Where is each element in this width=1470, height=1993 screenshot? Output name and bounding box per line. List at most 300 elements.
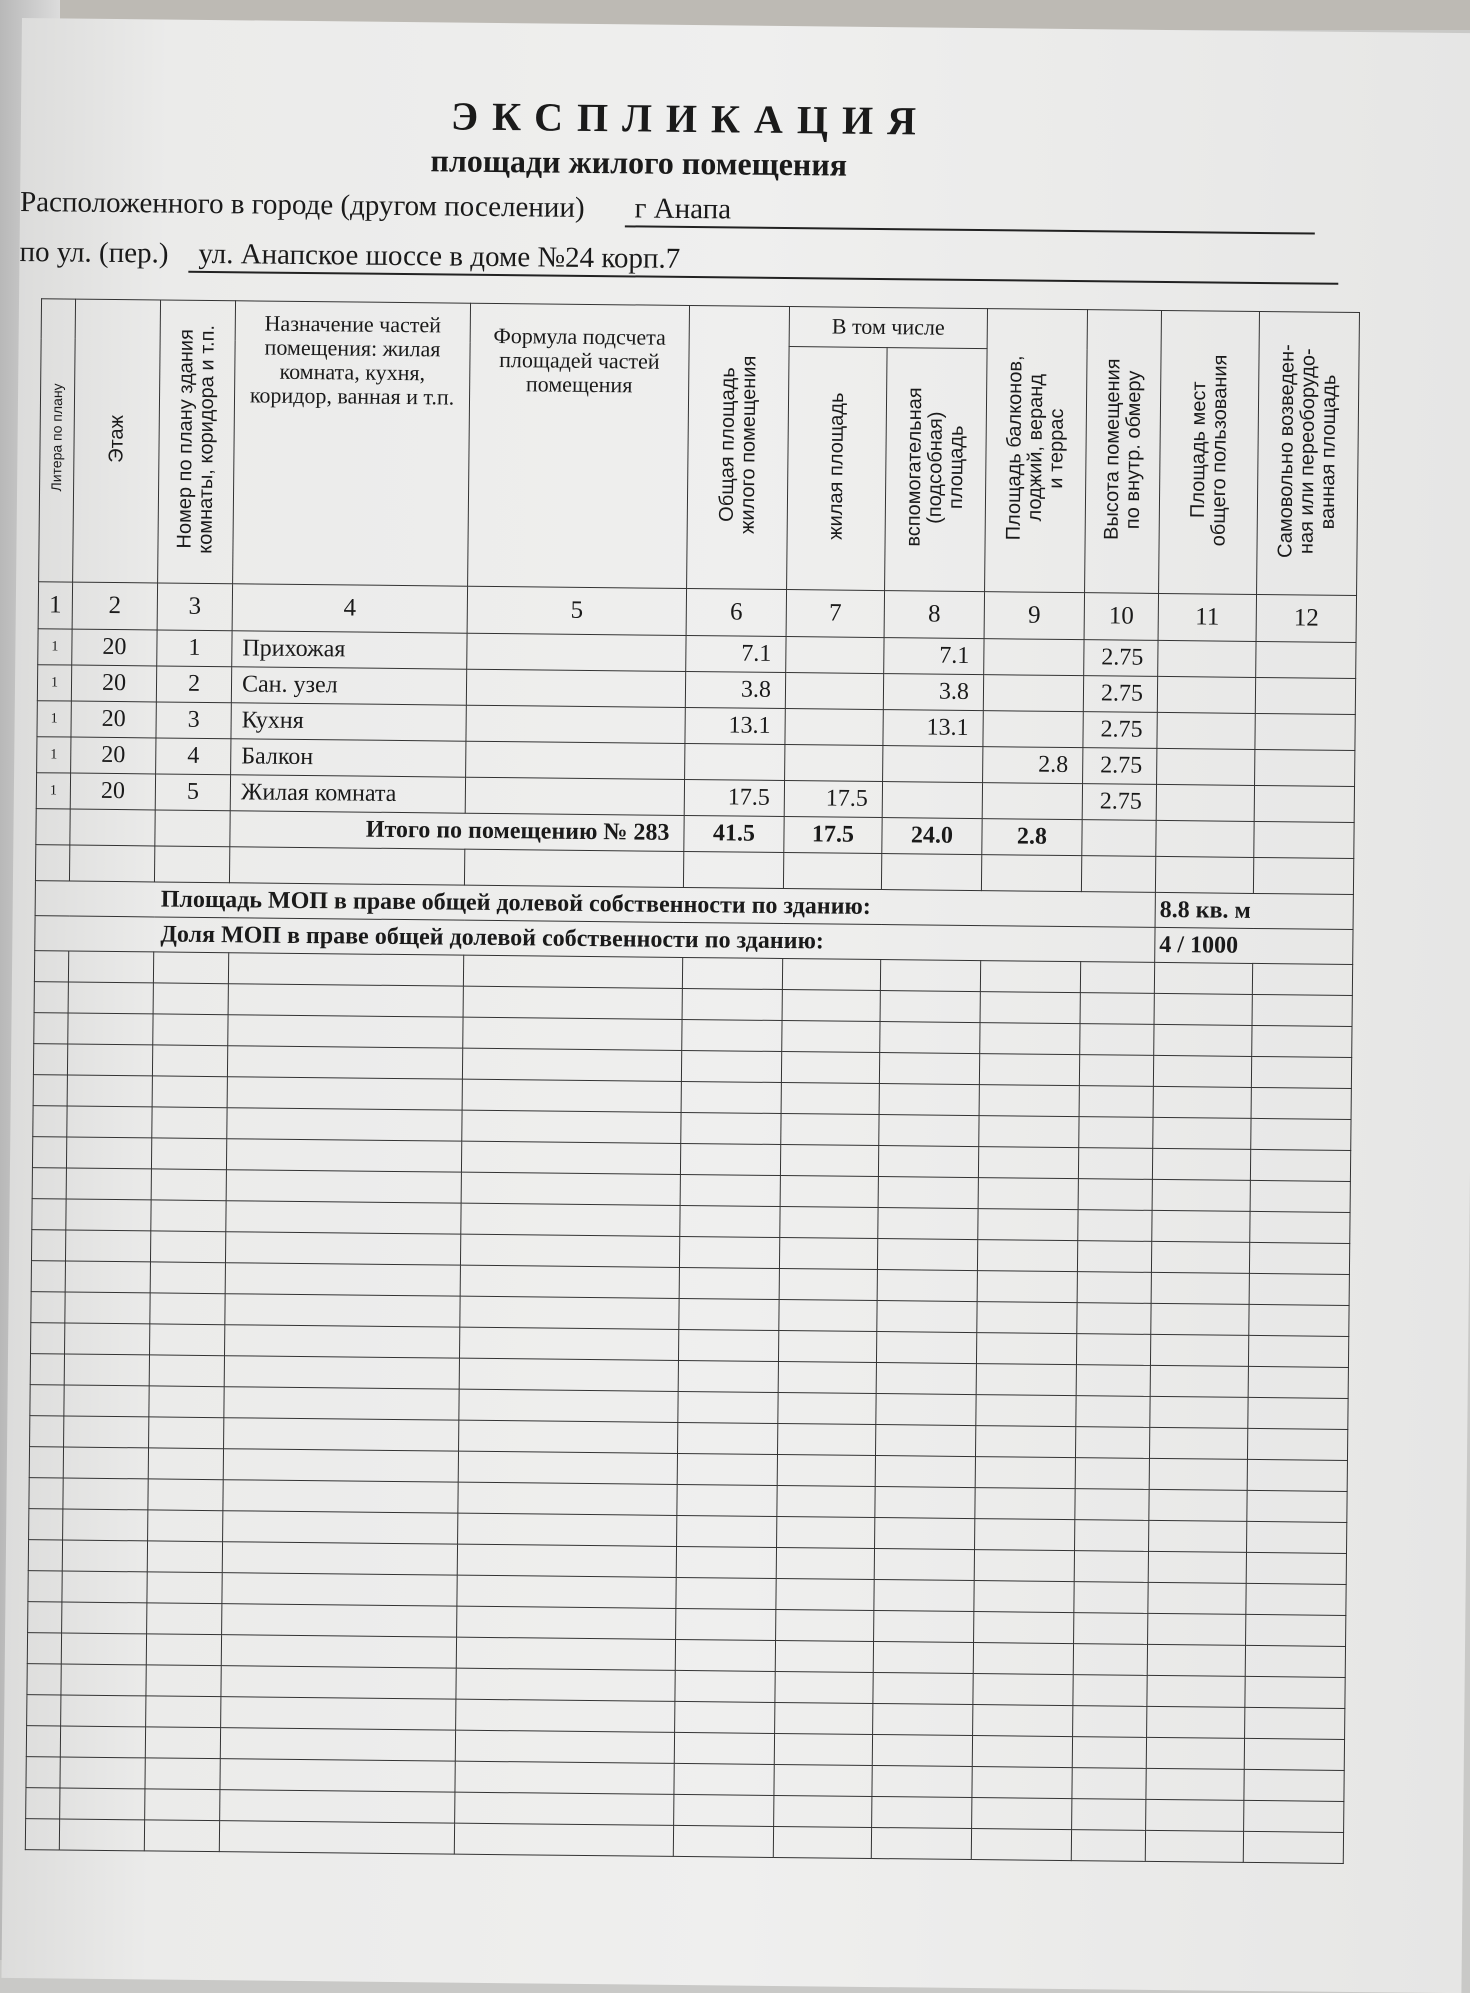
table-cell	[28, 1602, 62, 1633]
table-cell	[149, 1386, 224, 1418]
table-cell: 2.75	[1084, 640, 1158, 677]
table-cell	[872, 1765, 972, 1797]
table-cell	[1255, 677, 1355, 714]
table-cell	[678, 1391, 778, 1423]
header-common-area	[1159, 310, 1260, 594]
table-cell	[779, 1269, 877, 1301]
table-cell	[980, 961, 1080, 993]
table-cell: 20	[71, 701, 156, 738]
table-cell	[878, 1177, 978, 1209]
table-cell	[150, 1262, 225, 1294]
table-cell	[1158, 640, 1256, 677]
table-cell	[777, 1516, 875, 1548]
table-cell: 13.1	[685, 707, 785, 744]
table-cell	[872, 1735, 972, 1767]
table-cell	[978, 1178, 1078, 1210]
table-cell: 2	[156, 666, 231, 703]
table-cell	[34, 982, 68, 1013]
column-number: 10	[1084, 593, 1158, 641]
table-cell	[1255, 713, 1355, 750]
table-cell	[28, 1571, 62, 1602]
table-cell	[1157, 748, 1255, 785]
table-cell	[674, 1732, 774, 1764]
table-cell	[31, 1292, 65, 1323]
table-cell	[1153, 1117, 1251, 1149]
table-cell	[151, 1169, 226, 1201]
table-cell	[872, 1796, 972, 1828]
table-cell	[26, 1757, 60, 1788]
location-value: г Анапа	[624, 192, 1314, 234]
column-number: 12	[1256, 594, 1356, 642]
table-cell	[1074, 1551, 1148, 1583]
header-text: Площадь балконов, лоджий, веранд и террас	[1002, 355, 1068, 541]
table-cell	[778, 1361, 876, 1393]
header-text: Номер по плану здания комнаты, коридора и т.п.	[173, 324, 219, 554]
column-number: 9	[984, 592, 1084, 640]
table-cell	[678, 1422, 778, 1454]
table-cell	[150, 1324, 225, 1356]
table-cell	[221, 1635, 456, 1668]
table-cell	[1074, 1613, 1148, 1645]
table-cell	[1248, 1366, 1348, 1398]
document-subtitle: площади жилого помещения	[430, 142, 848, 183]
table-cell	[459, 1389, 678, 1422]
table-cell	[1073, 1644, 1147, 1676]
table-cell	[1149, 1427, 1247, 1459]
table-cell	[227, 1077, 462, 1110]
table-cell: 2.75	[1083, 748, 1157, 785]
table-cell	[455, 1761, 674, 1794]
location-label: Расположенного в городе (другом поселении)	[19, 185, 585, 224]
table-cell	[152, 1045, 227, 1077]
table-cell	[782, 1021, 880, 1053]
table-cell	[459, 1420, 678, 1453]
table-cell	[66, 1199, 151, 1231]
table-cell	[1249, 1273, 1349, 1305]
table-cell: Сан. узел	[231, 667, 466, 705]
table-cell	[1246, 1521, 1346, 1553]
table-cell: 7.1	[686, 635, 786, 672]
table-cell	[1149, 1458, 1247, 1490]
table-cell	[62, 1602, 147, 1634]
table-cell	[454, 1823, 673, 1856]
table-cell	[145, 1789, 220, 1821]
table-cell	[145, 1727, 220, 1759]
column-number: 1	[38, 582, 72, 629]
table-cell	[881, 854, 981, 891]
table-cell	[979, 1054, 1079, 1086]
document-title: ЭКСПЛИКАЦИЯ	[450, 93, 931, 144]
table-cell	[676, 1577, 776, 1609]
table-cell	[972, 1736, 1072, 1768]
table-cell	[145, 1758, 220, 1790]
table-cell	[63, 1478, 148, 1510]
table-cell	[1247, 1428, 1347, 1460]
table-cell	[1245, 1676, 1345, 1708]
table-cell	[776, 1578, 874, 1610]
header-litera	[39, 299, 76, 582]
table-cell	[983, 711, 1083, 748]
header-text: Площадь мест общего пользования	[1186, 354, 1232, 547]
table-cell	[458, 1451, 677, 1484]
table-cell	[777, 1423, 875, 1455]
table-cell	[1254, 785, 1354, 822]
table-cell	[226, 1201, 461, 1234]
table-cell: 20	[71, 665, 156, 702]
table-cell	[1154, 1024, 1252, 1056]
table-cell	[68, 1013, 153, 1045]
table-cell	[782, 959, 880, 991]
table-cell	[1147, 1644, 1245, 1676]
table-cell	[977, 1302, 1077, 1334]
table-cell	[222, 1573, 457, 1606]
table-cell	[146, 1665, 221, 1697]
table-cell	[67, 1106, 152, 1138]
table-cell	[148, 1479, 223, 1511]
column-number: 3	[157, 583, 232, 631]
table-cell	[466, 669, 685, 707]
table-cell	[975, 1457, 1075, 1489]
mop-share-row-value: 4 / 1000	[1155, 927, 1353, 964]
table-cell	[874, 1611, 974, 1643]
table-cell	[1076, 1365, 1150, 1397]
table-cell	[775, 1671, 873, 1703]
table-cell	[874, 1580, 974, 1612]
table-cell	[68, 982, 153, 1014]
table-cell	[1155, 856, 1253, 893]
table-cell	[975, 1488, 1075, 1520]
table-cell	[976, 1395, 1076, 1427]
table-cell	[879, 1115, 979, 1147]
table-cell	[780, 1145, 878, 1177]
table-cell: Прихожая	[232, 631, 467, 669]
table-cell	[974, 1612, 1074, 1644]
table-cell	[775, 1702, 873, 1734]
table-cell	[466, 705, 685, 743]
table-cell	[1244, 1800, 1344, 1832]
mop-share-row-label: Доля МОП в праве общей долевой собственности по зданию:	[35, 916, 1155, 963]
table-cell	[779, 1299, 877, 1331]
table-cell	[60, 1726, 145, 1758]
table-cell	[1073, 1706, 1147, 1738]
table-cell	[678, 1329, 778, 1361]
table-cell	[875, 1425, 975, 1457]
table-cell	[224, 1418, 459, 1451]
table-cell	[984, 639, 1084, 676]
table-cell: 3.8	[685, 671, 785, 708]
table-cell	[1075, 1489, 1149, 1521]
table-cell	[152, 1107, 227, 1139]
table-cell	[675, 1701, 775, 1733]
table-cell	[65, 1323, 150, 1355]
table-cell	[29, 1478, 63, 1509]
table-cell	[682, 988, 782, 1020]
table-cell	[682, 1019, 782, 1051]
table-cell	[1252, 994, 1352, 1026]
table-cell	[1073, 1675, 1147, 1707]
column-number: 4	[232, 584, 467, 633]
table-cell	[224, 1356, 459, 1389]
table-cell	[875, 1518, 975, 1550]
table-cell: Балкон	[231, 739, 466, 777]
table-cell	[674, 1794, 774, 1826]
table-cell	[32, 1168, 66, 1199]
table-cell	[148, 1448, 223, 1480]
table-cell	[63, 1447, 148, 1479]
header-text: вспомогательная (подсобная) площадь	[902, 386, 968, 547]
location-line	[20, 186, 1315, 235]
total-c6: 41.5	[684, 815, 784, 852]
table-cell	[27, 1633, 61, 1664]
table-cell	[785, 745, 883, 782]
table-cell	[62, 1540, 147, 1572]
table-cell	[62, 1571, 147, 1603]
table-cell	[873, 1704, 973, 1736]
column-number: 8	[884, 591, 984, 639]
table-cell	[459, 1327, 678, 1360]
table-cell	[223, 1511, 458, 1544]
table-cell	[29, 1509, 63, 1540]
table-cell	[681, 1081, 781, 1113]
table-cell: Жилая комната	[230, 775, 465, 813]
table-cell	[880, 960, 980, 992]
table-cell: 5	[155, 774, 230, 811]
table-cell	[1156, 784, 1254, 821]
table-cell	[66, 1168, 151, 1200]
table-cell	[466, 741, 685, 779]
table-cell	[220, 1759, 455, 1792]
table-cell	[1079, 1117, 1153, 1149]
table-cell	[1254, 821, 1354, 858]
table-cell	[877, 1270, 977, 1302]
table-cell	[978, 1209, 1078, 1241]
table-cell	[880, 991, 980, 1023]
table-cell	[459, 1358, 678, 1391]
table-cell	[1147, 1706, 1245, 1738]
table-cell	[1154, 993, 1252, 1025]
column-number: 2	[72, 582, 157, 630]
header-formula: Формула подсчета площадей частей помещения	[468, 303, 690, 588]
table-cell	[34, 951, 68, 982]
table-cell	[223, 1480, 458, 1513]
mop-area-row-value: 8.8 кв. м	[1155, 892, 1353, 929]
table-cell	[148, 1510, 223, 1542]
table-cell	[460, 1296, 679, 1329]
column-number: 5	[467, 586, 686, 635]
table-cell	[458, 1513, 677, 1546]
table-cell	[455, 1730, 674, 1763]
table-cell	[151, 1200, 226, 1232]
table-cell	[875, 1487, 975, 1519]
table-cell	[873, 1673, 973, 1705]
table-cell	[153, 952, 228, 984]
header-text: жилая площадь	[824, 392, 849, 540]
table-cell	[1072, 1799, 1146, 1831]
table-cell	[1077, 1272, 1151, 1304]
table-cell	[1250, 1211, 1350, 1243]
table-cell	[462, 1110, 681, 1143]
mop-area-row-label: Площадь МОП в праве общей долевой собственности по зданию:	[35, 881, 1155, 928]
table-cell	[455, 1792, 674, 1825]
table-cell	[676, 1546, 776, 1578]
table-cell	[150, 1231, 225, 1263]
table-cell	[226, 1139, 461, 1172]
table-cell	[973, 1674, 1073, 1706]
table-cell	[679, 1267, 779, 1299]
table-cell	[456, 1699, 675, 1732]
table-cell	[1075, 1520, 1149, 1552]
table-cell	[1251, 1087, 1351, 1119]
table-cell	[1156, 820, 1254, 857]
table-cell	[879, 1084, 979, 1116]
table-cell	[679, 1236, 779, 1268]
table-cell	[977, 1271, 1077, 1303]
table-cell	[69, 845, 154, 882]
table-cell	[1074, 1582, 1148, 1614]
table-cell	[147, 1541, 222, 1573]
table-cell	[679, 1298, 779, 1330]
table-cell	[1247, 1459, 1347, 1491]
table-cell	[1080, 962, 1154, 994]
table-cell	[220, 1728, 455, 1761]
table-cell	[673, 1825, 773, 1857]
table-cell	[1079, 1086, 1153, 1118]
table-cell	[874, 1549, 974, 1581]
table-cell	[978, 1147, 1078, 1179]
table-cell	[675, 1639, 775, 1671]
header-balcony-area	[985, 309, 1088, 593]
table-cell	[68, 951, 153, 983]
table-cell: 1	[38, 629, 72, 665]
table-cell	[775, 1640, 873, 1672]
table-cell	[680, 1174, 780, 1206]
table-cell	[883, 746, 983, 783]
table-cell	[1151, 1241, 1249, 1273]
table-cell	[61, 1633, 146, 1665]
header-text: Литера по плану	[48, 383, 66, 492]
header-room-number	[158, 300, 236, 584]
table-cell	[873, 1642, 973, 1674]
table-cell	[781, 1083, 879, 1115]
table-cell	[154, 846, 229, 883]
table-cell	[782, 990, 880, 1022]
total-c9: 2.8	[982, 819, 1082, 856]
table-cell	[1250, 1149, 1350, 1181]
total-c7: 17.5	[784, 817, 882, 854]
table-cell	[975, 1519, 1075, 1551]
table-cell	[70, 809, 155, 846]
table-cell	[980, 992, 1080, 1024]
table-cell	[1251, 1118, 1351, 1150]
table-cell	[225, 1263, 460, 1296]
column-number: 7	[786, 590, 884, 638]
table-cell	[880, 1022, 980, 1054]
table-cell	[1077, 1303, 1151, 1335]
header-text: Общая площадь жилого помещения	[715, 355, 761, 535]
table-cell	[781, 1052, 879, 1084]
table-cell	[1071, 1830, 1145, 1862]
table-cell	[879, 1053, 979, 1085]
table-cell	[974, 1550, 1074, 1582]
table-cell: 20	[71, 737, 156, 774]
table-cell	[1244, 1769, 1344, 1801]
table-cell: 1	[37, 665, 71, 701]
table-cell	[773, 1826, 871, 1858]
table-cell	[1157, 676, 1255, 713]
table-cell	[680, 1143, 780, 1175]
document-sheet	[1, 18, 1470, 1993]
table-cell	[1243, 1831, 1343, 1863]
table-cell	[152, 1076, 227, 1108]
table-cell	[229, 847, 464, 885]
table-cell	[1080, 993, 1154, 1025]
table-cell	[221, 1697, 456, 1730]
table-cell	[1072, 1737, 1146, 1769]
table-cell	[219, 1821, 454, 1854]
table-cell: 1	[36, 773, 70, 809]
table-cell	[27, 1695, 61, 1726]
table-cell	[149, 1355, 224, 1387]
table-cell	[1150, 1365, 1248, 1397]
table-cell	[228, 1015, 463, 1048]
table-cell	[61, 1664, 146, 1696]
table-cell	[973, 1705, 1073, 1737]
table-cell	[972, 1767, 1072, 1799]
table-cell	[973, 1643, 1073, 1675]
table-cell	[676, 1608, 776, 1640]
table-cell: 2.75	[1082, 784, 1156, 821]
table-cell	[1151, 1272, 1249, 1304]
table-cell	[1151, 1303, 1249, 1335]
table-cell	[30, 1416, 64, 1447]
table-cell	[1075, 1427, 1149, 1459]
table-cell	[1152, 1179, 1250, 1211]
table-cell	[774, 1795, 872, 1827]
table-cell	[31, 1323, 65, 1354]
table-cell	[876, 1363, 976, 1395]
table-cell	[979, 1085, 1079, 1117]
table-cell	[1246, 1583, 1346, 1615]
column-number: 11	[1158, 593, 1256, 641]
table-cell	[1080, 1024, 1154, 1056]
table-cell	[1153, 1055, 1251, 1087]
header-text: Высота помещения по внутр. обмеру	[1100, 358, 1145, 540]
table-cell	[461, 1141, 680, 1174]
table-cell	[153, 983, 228, 1015]
table-cell	[1152, 1210, 1250, 1242]
table-cell	[64, 1385, 149, 1417]
table-cell	[1152, 1148, 1250, 1180]
table-cell	[226, 1170, 461, 1203]
header-text: Этаж	[104, 414, 128, 463]
table-cell	[151, 1138, 226, 1170]
table-cell	[677, 1484, 777, 1516]
table-cell	[777, 1454, 875, 1486]
table-cell	[1145, 1830, 1243, 1862]
table-cell	[774, 1733, 872, 1765]
table-cell	[1248, 1335, 1348, 1367]
table-cell	[776, 1547, 874, 1579]
table-cell	[1147, 1675, 1245, 1707]
table-cell: 1	[157, 630, 232, 667]
street-line	[19, 236, 1338, 285]
table-cell	[1249, 1242, 1349, 1274]
table-cell	[465, 777, 684, 815]
table-cell	[225, 1232, 460, 1265]
header-unauthorized-area	[1257, 311, 1360, 595]
table-cell	[972, 1798, 1072, 1830]
table-cell	[781, 1114, 879, 1146]
